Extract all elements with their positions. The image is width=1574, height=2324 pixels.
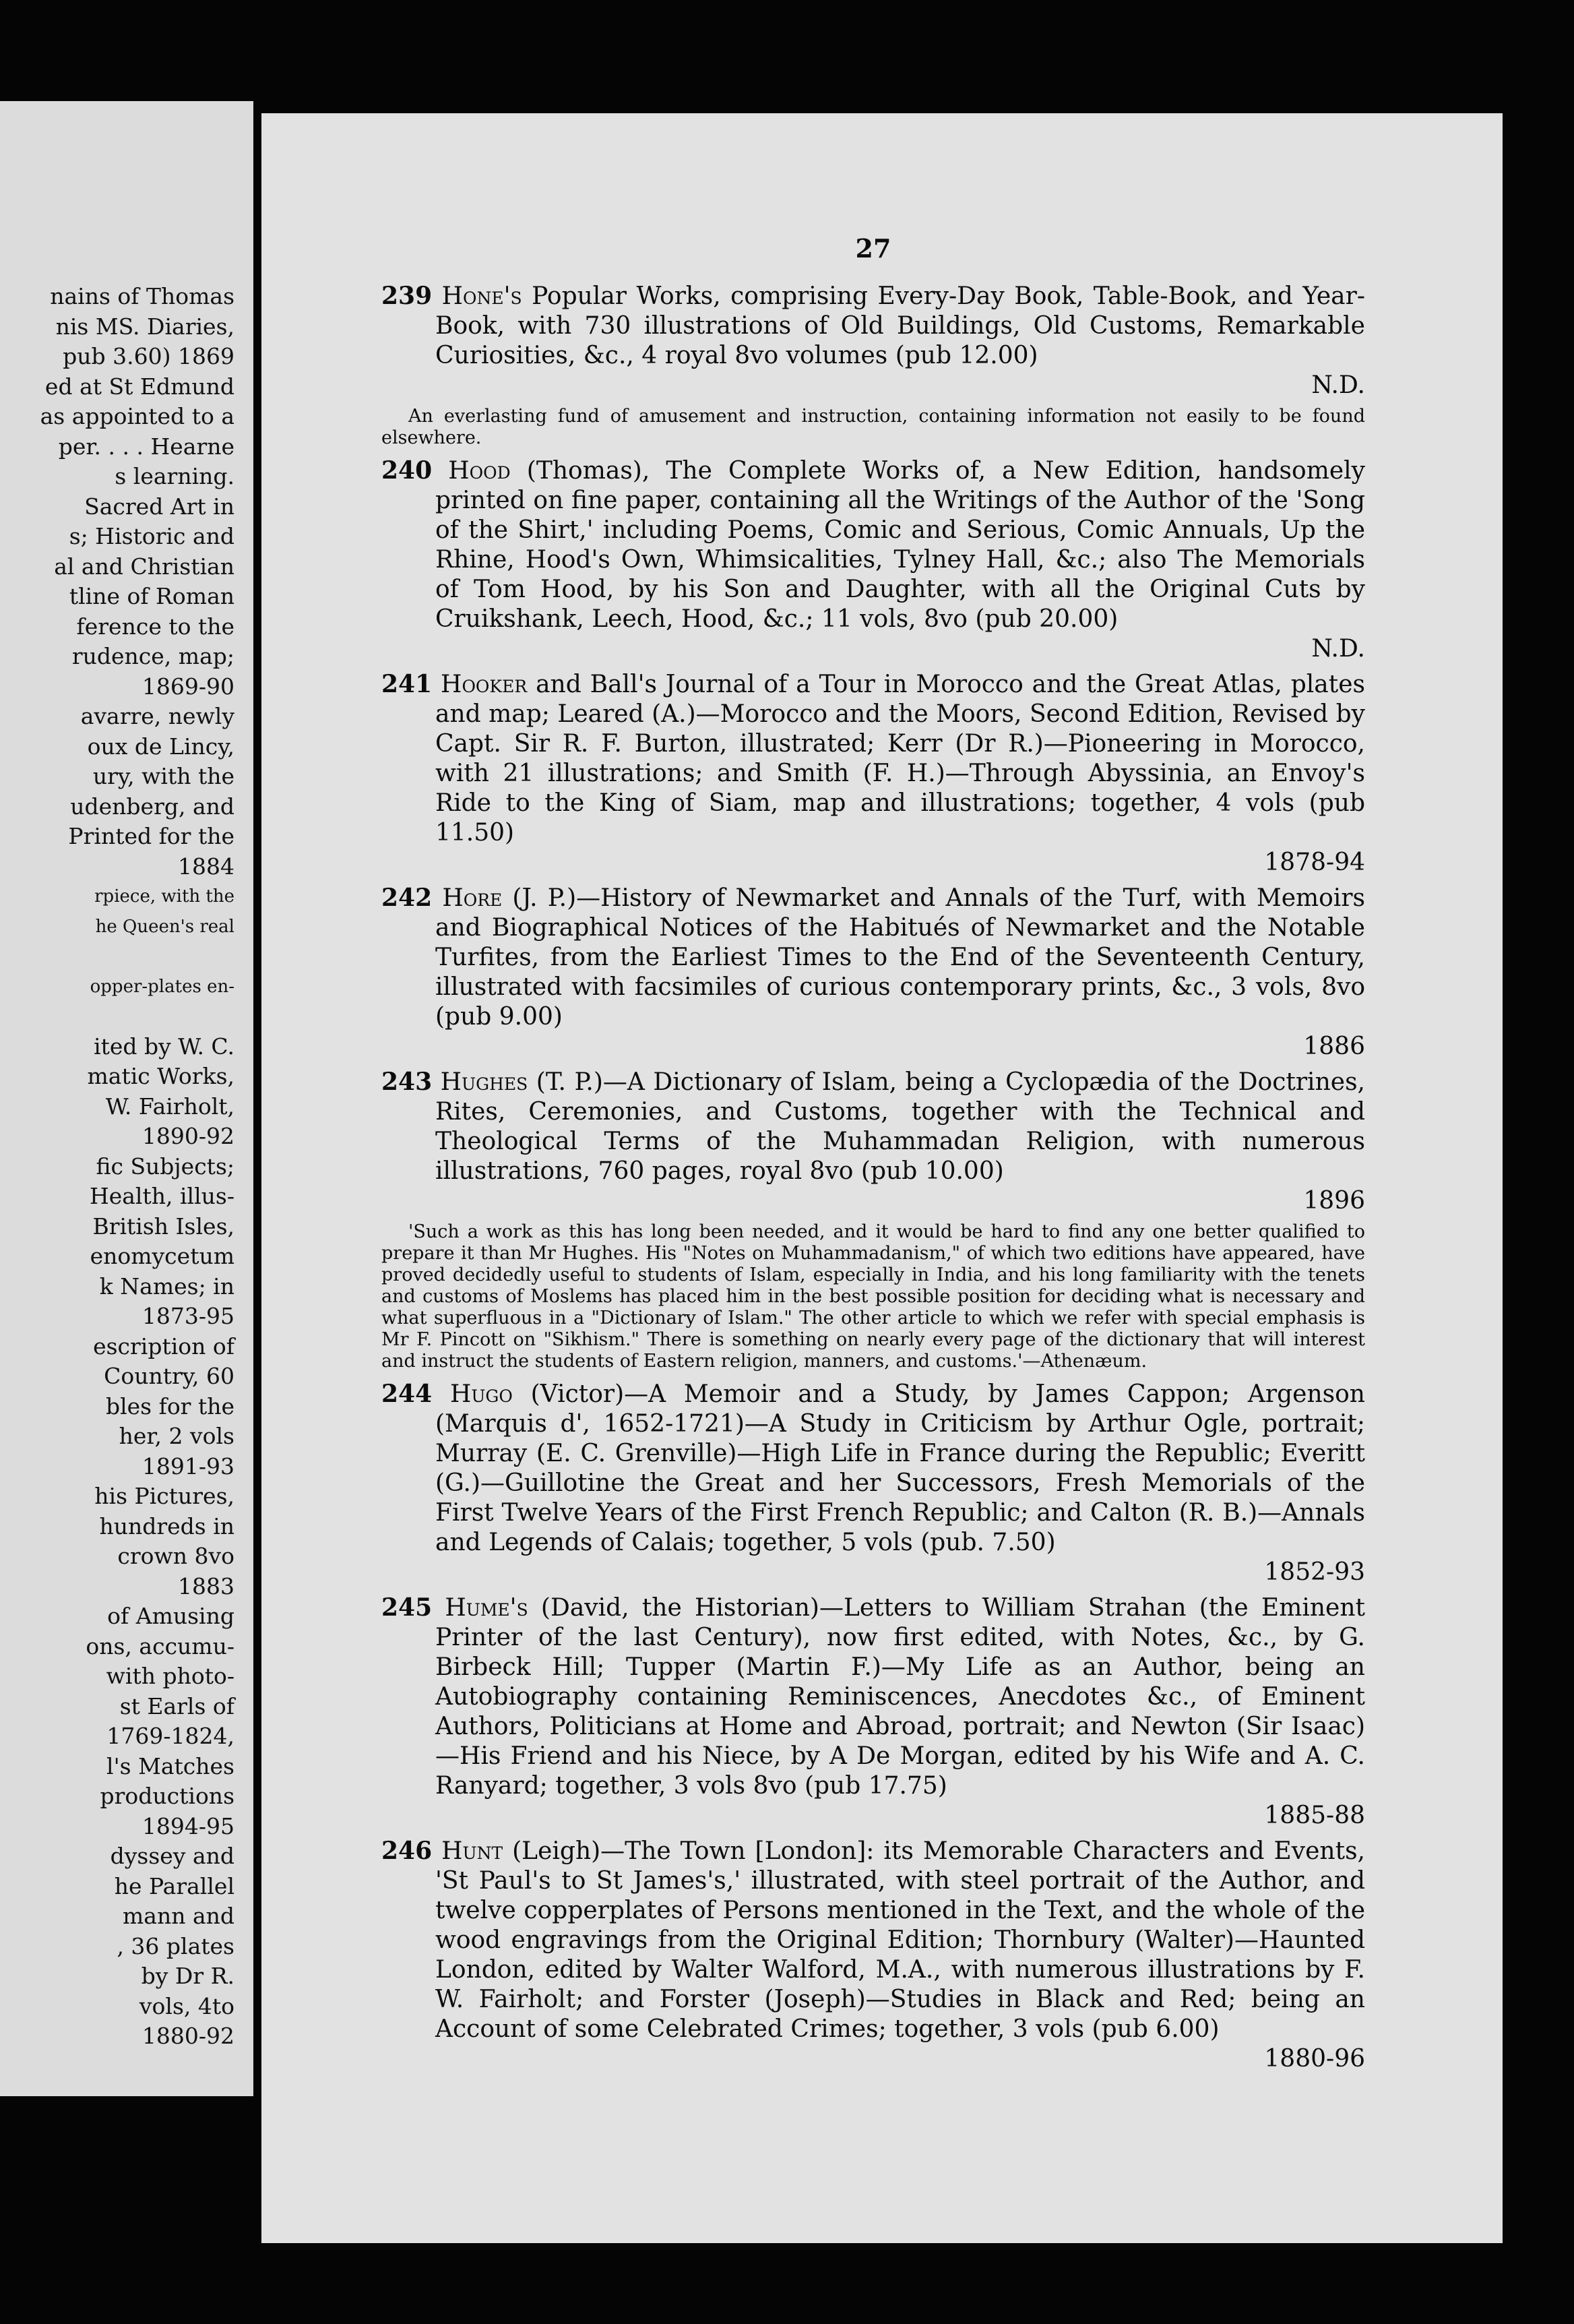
left-page-line: opper-plates en- <box>90 976 234 997</box>
left-page-line: s learning. <box>115 463 234 489</box>
left-page-line: 1884 <box>178 853 234 880</box>
left-page-line: bles for the <box>105 1393 234 1419</box>
right-page <box>261 113 1503 2243</box>
left-page-line: per. . . . Hearne <box>58 433 234 460</box>
left-page-line: Sacred Art in <box>84 493 234 520</box>
page-number: 27 <box>855 233 891 264</box>
left-page-line: tline of Roman <box>69 583 234 609</box>
left-page-line: dyssey and <box>110 1843 234 1869</box>
entry-author: Hone's <box>441 282 522 310</box>
left-page-line: as appointed to a <box>40 403 234 429</box>
entry-text: (David, the Historian)—Letters to William Strahan (the Eminent Printer of the last Century), now first edited, with Notes, &c., by G. Birbeck Hill; Tupper (Martin F.)—My Life as an Author, being an Autobiography containing Reminiscences, Anecdotes &c., of Eminent Authors, Politicians at Home and Abroad, portrait; and Newton (Sir Isaac)—His Friend and his Niece, by A De Morgan, edited by his Wife and A. C. Ranyard; together, 3 vols 8vo (pub 17.75) <box>435 1594 1365 1800</box>
left-page-line: matic Works, <box>87 1063 234 1089</box>
entry-author: Hugo <box>449 1380 513 1408</box>
left-page-line: British Isles, <box>92 1213 234 1240</box>
entry-number: 242 <box>381 884 433 912</box>
entry-number: 241 <box>381 670 433 698</box>
left-page-line: 1883 <box>178 1572 234 1599</box>
left-page-line: his Pictures, <box>94 1483 234 1509</box>
left-page-line: of Amusing <box>107 1603 234 1629</box>
entry-date: N.D. <box>1311 371 1365 399</box>
left-page-line: vols, 4to <box>139 1992 234 2019</box>
catalogue-entry <box>381 669 1365 878</box>
left-page-line: 1869-90 <box>141 673 234 700</box>
entry-number: 244 <box>381 1380 433 1408</box>
entry-author: Hughes <box>440 1068 528 1096</box>
entry-note: An everlasting fund of amusement and instruction, containing information not easily to be found elsewhere. <box>381 406 1365 448</box>
left-page-line: nains of Thomas <box>50 283 234 309</box>
left-page-line: by Dr R. <box>141 1963 234 1989</box>
left-page-line <box>0 942 234 972</box>
left-page-line: rudence, map; <box>71 643 234 669</box>
catalogue-entries <box>381 281 1365 2074</box>
left-page-line: pub 3.60) 1869 <box>63 343 234 369</box>
entry-author: Hooker <box>441 671 528 698</box>
catalogue-entry <box>381 1836 1365 2074</box>
entry-date: 1886 <box>1303 1033 1365 1060</box>
left-page-line: mann and <box>122 1903 234 1929</box>
left-page-line: ited by W. C. <box>94 1033 234 1060</box>
left-page-line: udenberg, and <box>70 793 234 820</box>
left-page-line: st Earls of <box>119 1692 234 1719</box>
catalogue-entry <box>381 1593 1365 1831</box>
left-page-line: ed at St Edmund <box>44 373 234 400</box>
left-page-line: oux de Lincy, <box>87 733 234 760</box>
left-page-line: 1769-1824, <box>106 1723 234 1749</box>
left-page-line: 1880-92 <box>141 2023 234 2049</box>
entry-number: 246 <box>381 1837 433 1865</box>
catalogue-entry <box>381 456 1365 664</box>
catalogue-entry <box>381 1067 1365 1216</box>
left-page-line <box>0 1002 234 1032</box>
left-page-line: nis MS. Diaries, <box>55 313 234 340</box>
catalogue-entry <box>381 281 1365 400</box>
left-page-line: escription of <box>93 1333 234 1359</box>
entry-number: 240 <box>381 456 433 485</box>
left-page-line: ury, with the <box>92 763 234 789</box>
left-page-line: Health, illus- <box>89 1183 234 1209</box>
entry-date: 1852-93 <box>1264 1558 1365 1586</box>
left-page-line: W. Fairholt, <box>105 1093 234 1120</box>
catalogue-entry <box>381 883 1365 1062</box>
left-page-line: crown 8vo <box>117 1543 234 1569</box>
left-page-line: 1894-95 <box>141 1812 234 1839</box>
entry-date: N.D. <box>1311 635 1365 663</box>
catalogue-content <box>381 233 1365 2079</box>
left-page-line: hundreds in <box>99 1512 234 1539</box>
left-page-line: 1890-92 <box>141 1123 234 1149</box>
left-page-fragment <box>0 101 253 2096</box>
left-page-line: rpiece, with the <box>94 886 234 907</box>
left-page-line: her, 2 vols <box>119 1423 234 1449</box>
entry-text: (Leigh)—The Town [London]: its Memorable Characters and Events, 'St Paul's to St James's,' illustrated, with steel portrait of the Author, and twelve copperplates of Persons mentioned in the Text, and the whole of the wood engravings from the Original Edition; Thornbury (Walter)—Haunted London, edited by Walter Walford, M.A., with numerous illustrations by F. W. Fairholt; and Forster (Joseph)—Studies in Black and Red; being an Account of some Celebrated Crimes; together, 3 vols (pub 6.00) <box>435 1837 1365 2043</box>
left-page-line: enomycetum <box>90 1243 234 1269</box>
entry-text: (Victor)—A Memoir and a Study, by James Cappon; Argenson (Marquis d', 1652-1721)—A Study in Criticism by Arthur Ogle, portrait; Murray (E. C. Grenville)—High Life in France during the Republic; Everitt (G.)—Guillotine the Great and her Successors, Fresh Memorials of the First Twelve Years of the First French Republic; and Calton (R. B.)—Annals and Legends of Calais; together, 5 vols (pub. 7.50) <box>435 1380 1365 1556</box>
left-page-line: avarre, newly <box>80 703 234 729</box>
entry-text: (J. P.)—History of Newmarket and Annals of the Turf, with Memoirs and Biographical Notices of the Habitués of Newmarket and the Notable Turfites, from the Earliest Times to the End of the Seventeenth Century, illustrated with facsimiles of curious contemporary prints, &c., 3 vols, 8vo (pub 9.00) <box>435 884 1366 1031</box>
left-page-line: ference to the <box>76 613 234 640</box>
catalogue-entry <box>381 1379 1365 1587</box>
entry-number: 245 <box>381 1593 433 1622</box>
entry-author: Hunt <box>441 1837 503 1865</box>
left-page-line: he Queen's real <box>95 916 234 937</box>
entry-author: Hume's <box>445 1594 528 1622</box>
entry-author: Hore <box>442 884 503 912</box>
left-page-line: he Parallel <box>114 1872 234 1899</box>
entry-date: 1885-88 <box>1264 1802 1365 1829</box>
left-page-line: productions <box>100 1783 234 1809</box>
left-page-line: with photo- <box>106 1663 234 1689</box>
left-page-line: fic Subjects; <box>96 1153 234 1180</box>
entry-date: 1880-96 <box>1264 2045 1365 2073</box>
left-page-line: Printed for the <box>68 823 234 849</box>
entry-author: Hood <box>448 457 511 485</box>
left-page-text-column <box>0 282 234 2052</box>
entry-text: and Ball's Journal of a Tour in Morocco and the Great Atlas, plates and map; Leared (A.)—Morocco and the Moors, Second Edition, Revised by Capt. Sir R. F. Burton, illustrated; Kerr (Dr R.)—Pioneering in Morocco, with 21 illustrations; and Smith (F. H.)—Through Abyssinia, an Envoy's Ride to the King of Siam, map and illustrations; together, 4 vols (pub 11.50) <box>435 671 1365 847</box>
entry-text: (Thomas), The Complete Works of, a New Edition, handsomely printed on fine paper, containing all the Writings of the Author of the 'Song of the Shirt,' including Poems, Comic and Serious, Comic Annuals, Up the Rhine, Hood's Own, Whimsicalities, Tylney Hall, &c.; also The Memorials of Tom Hood, by his Son and Daughter, with all the Original Cuts by Cruikshank, Leech, Hood, &c.; 11 vols, 8vo (pub 20.00) <box>435 457 1365 633</box>
left-page-line: , 36 plates <box>117 1932 234 1959</box>
left-page-line: 1873-95 <box>141 1303 234 1329</box>
left-page-line: ons, accumu- <box>86 1632 234 1659</box>
entry-number: 243 <box>381 1068 433 1096</box>
entry-text: Popular Works, comprising Every-Day Book, Table-Book, and Year-Book, with 730 illustrations of Old Buildings, Old Customs, Remarkable Curiosities, &c., 4 royal 8vo volumes (pub 12.00) <box>435 282 1365 369</box>
entry-note: 'Such a work as this has long been needed, and it would be hard to find any one better qualified to prepare it than Mr Hughes. His "Notes on Muhammadanism," of which two editions have appeared, have proved decidedly useful to students of Islam, especially in India, and his long familiarity with the tenets and customs of Moslems has placed him in the best possible position for deciding what is necessary and what superfluous in a "Dictionary of Islam." The other article to which we refer with special emphasis is Mr F. Pincott on "Sikhism." There is something on nearly every page of the dictionary that will interest and instruct the students of Eastern religion, manners, and customs.'—Athenæum. <box>381 1221 1365 1372</box>
entry-date: 1878-94 <box>1264 849 1365 876</box>
entry-date: 1896 <box>1303 1187 1365 1215</box>
entry-text: (T. P.)—A Dictionary of Islam, being a Cyclopædia of the Doctrines, Rites, Ceremonies, and Customs, together with the Technical and Theological Terms of the Muhammadan Religion, with numerous illustrations, 760 pages, royal 8vo (pub 10.00) <box>435 1068 1365 1185</box>
left-page-line: k Names; in <box>99 1273 234 1299</box>
left-page-line: Country, 60 <box>104 1363 234 1389</box>
left-page-line: al and Christian <box>54 553 234 580</box>
left-page-line: s; Historic and <box>69 523 234 549</box>
entry-number: 239 <box>381 282 433 310</box>
left-page-line: 1891-93 <box>141 1452 234 1479</box>
left-page-line: l's Matches <box>106 1752 234 1779</box>
